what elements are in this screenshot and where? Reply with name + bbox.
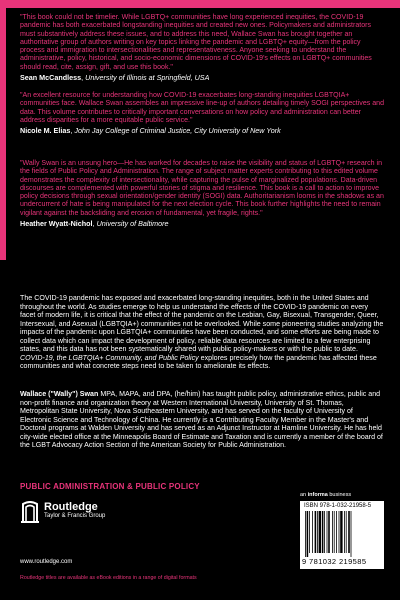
author-name: Wallace ("Wally") Swan	[20, 390, 99, 398]
isbn-barcode	[300, 501, 384, 569]
endorsement-quote: "Wally Swan is an unsung hero—He has worked for decades to raise the visibility and status of LGBTQ+ research in the fields of Public Policy and Administration. The range of subject matter experts contributing to this edited volume demonstrates the complexity of intersectionality, while capturing the pulse of marginalized populations. Data-driven discourses are complemented with powerful stories of stigma and resilience. This book is a call to action to improve policy decisions through sexual orientation/gender identity (SOGI) data. Authoritarianism looms in the shadows as an undercurrent of hate is being manipulated for the next election cycle. This book further highlights the need to remain vigilant against the backsliding and erosion of fundamental, yet fragile, rights."	[20, 160, 384, 217]
endorsement-signature: Nicole M. Elias, John Jay College of Criminal Justice, City University of New York	[20, 126, 281, 136]
informa-business-label: an informa business	[300, 492, 352, 498]
endorser-name: Heather Wyatt-Nichol	[20, 219, 93, 229]
endorsement-3	[20, 160, 384, 228]
publisher-name: Routledge	[44, 501, 98, 513]
barcode-digits: 9 781032 219585	[302, 557, 367, 566]
isbn-label: ISBN 978-1-032-21958-5	[304, 503, 372, 509]
publisher-subtitle: Taylor & Francis Group	[44, 513, 106, 519]
routledge-logo-icon	[20, 500, 40, 524]
top-accent-band	[0, 0, 400, 8]
endorser-affiliation: John Jay College of Criminal Justice, City University of New York	[74, 126, 281, 136]
description-text-end: explores precisely how the pandemic has affected these communities and what concrete steps need to be taken to ameliorate its effects.	[20, 353, 377, 370]
endorsement-1	[20, 14, 384, 82]
endorsement-quote: "This book could not be timelier. While LGBTQ+ communities have long experienced inequities, the COVID-19 pandemic has both exacerbated longstanding inequities and created new ones. Policymakers and administrators must substantively address these issues, and to address this need, Wallace Swan has brought together an authoritative group of authors writing on key topics linking the pandemic and LGBTQ+ equity—from the policy process and immigration to intersectionalities and representativeness. Anyone seeking to understand the administrative, policy, historical, and socio-economic dimensions of COVID-19's effects on LGBTQ+ communities should read, cite, assign, gift, and use this book."	[20, 14, 372, 71]
endorser-name: Sean McCandless	[20, 73, 82, 83]
book-description	[20, 294, 384, 371]
endorser-affiliation: University of Illinois at Springfield, USA	[85, 73, 210, 83]
author-bio-text: MPA, MAPA, and DPA, (he/him) has taught public policy, administrative ethics, public and non-profit finance and organization theory at Western International University, University of St. Thomas, Metropolitan State University, Nova Southeastern University, and has served on the faculty of University of Electronic Science and Technology of China. He currently is a Contributing Faculty Member in the Master's and Doctoral programs at Walden University and has served as an Adjunct Instructor at Hamline University. He has held city-wide elected office at the Minneapolis Board of Estimate and Taxation and is currently a member of the board of the LGBT Advocacy Action Section of the American Society for Public Administration.	[20, 390, 383, 449]
endorsement-2	[20, 92, 384, 135]
endorsement-signature: Sean McCandless, University of Illinois at Springfield, USA	[20, 73, 210, 83]
side-accent-band	[0, 8, 6, 260]
endorser-name: Nicole M. Elias	[20, 126, 71, 136]
endorsement-quote: "An excellent resource for understanding how COVID-19 exacerbates long-standing inequities LGBTQIA+ communities face. Wallace Swan assembles an impressive line-up of authors detailing timely SOGI perspectives and data. This volume contributes to critically important conversations on how policy and administration can better address disparities for a more equitable public service."	[20, 92, 384, 124]
book-title: COVID-19, the LGBTQIA+ Community, and Public Policy	[20, 353, 199, 362]
subject-category: PUBLIC ADMINISTRATION & PUBLIC POLICY	[20, 482, 200, 491]
endorsement-signature: Heather Wyatt-Nichol, University of Baltimore	[20, 219, 169, 229]
publisher-website: www.routledge.com	[20, 559, 73, 565]
barcode-graphic	[303, 511, 381, 557]
description-text: The COVID-19 pandemic has exposed and exacerbated long-standing inequities, both in the United States and throughout the world. As studies emerge to help us understand the effects of the COVID-19 pandemic on every facet of modern life, it is critical that the effect of the pandemic on the Lesbian, Gay, Bisexual, Transgender, Queer, Intersexual, and Asexual (LGBTQIA+) communities not be overlooked. While some pioneering studies analyzing the impacts of the pandemic upon LGBTQIA+ communities have been conducted, and some efforts are being made to collect data which can impact the development of policy, reliable data resources are limited to a few enterprising states, and this data has not been systematically shared with public policy-makers or with the public to date.	[20, 294, 384, 353]
author-bio	[20, 390, 384, 450]
endorser-affiliation: University of Baltimore	[96, 219, 169, 229]
ebook-note: Routledge titles are available as eBook editions in a range of digital formats	[20, 575, 197, 581]
